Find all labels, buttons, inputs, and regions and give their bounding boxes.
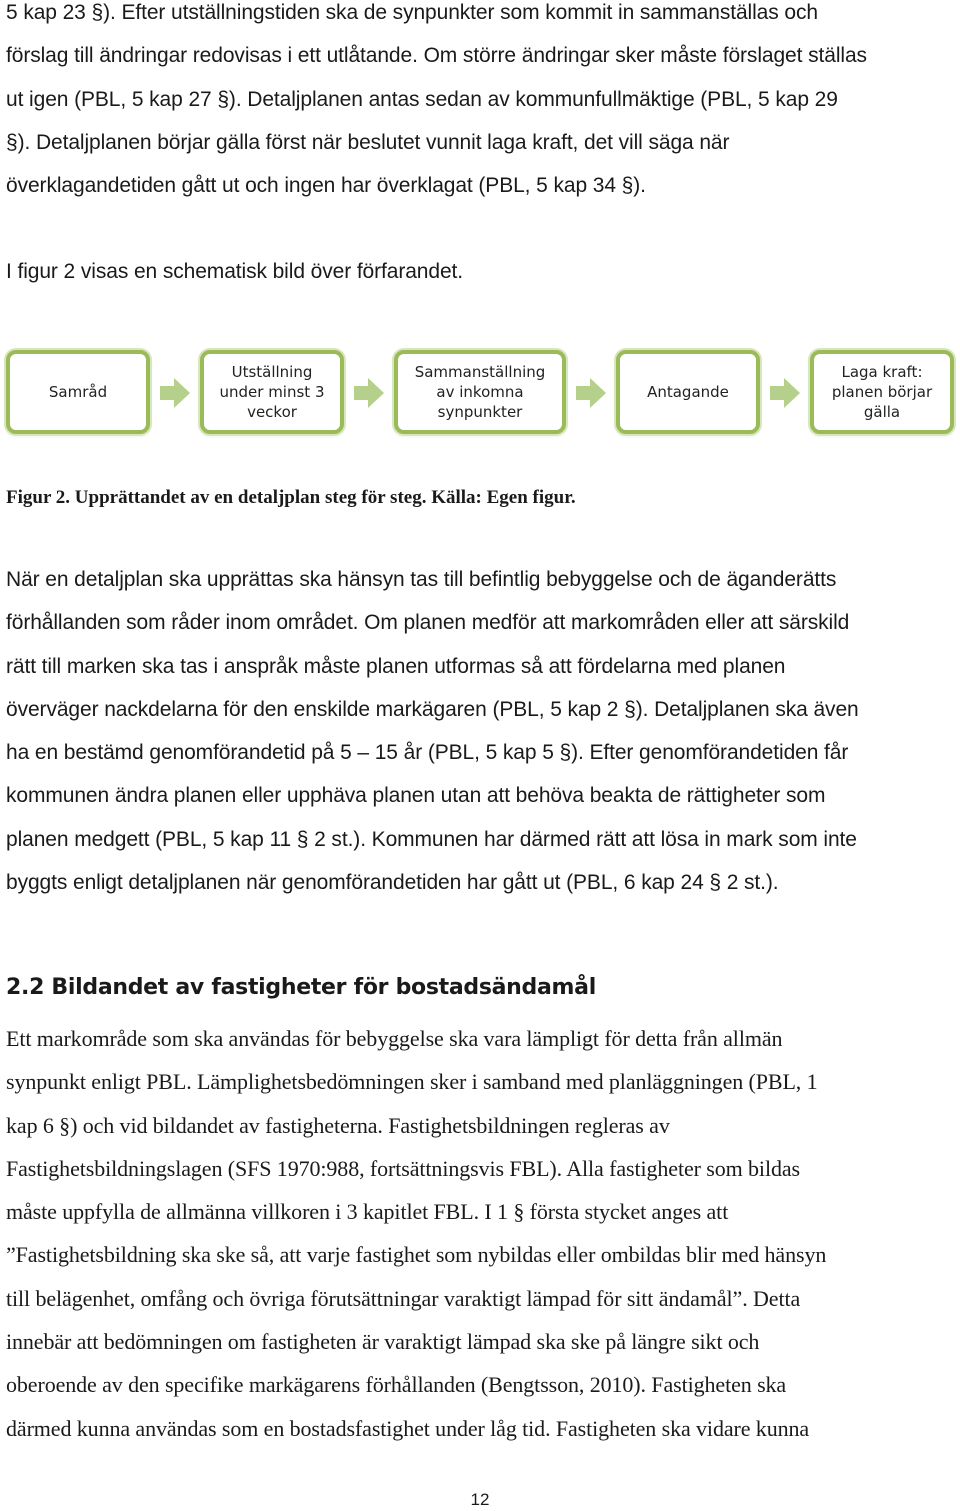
flow-step-label [832,362,932,422]
text-line: byggts enligt detaljplanen när genomförandetiden har gått ut (PBL, 6 kap 24 § 2 st.). [6,871,779,895]
text-line: kommunen ändra planen eller upphäva planen utan att behöva beakta de rättigheter som [6,784,826,808]
text-line: 5 kap 23 §). Efter utställningstiden ska de synpunkter som kommit in sammanställas och [6,1,818,24]
text-line: ha en bestämd genomförandetid på 5 – 15 år (PBL, 5 kap 5 §). Efter genomförandetiden får [6,741,849,765]
flow-step-label-line: Sammanställning [414,363,546,381]
flow-step-label-line: Utställning [231,363,313,381]
text-line: till belägenhet, omfång och övriga förutsättningar varaktigt lämpad för sitt ändamål”. Detta [6,1285,801,1311]
body-paragraph-3 [6,1017,956,1450]
flow-step-label-line: Laga kraft: [841,363,923,381]
text-line: överväger nackdelarna för den enskilde markägaren (PBL, 5 kap 2 §). Detaljplanen ska även [6,697,859,721]
text-line: ”Fastighetsbildning ska ske så, att varje fastighet som nybildas eller ombildas blir med hänsyn [6,1242,827,1268]
flow-step-label-line: gälla [863,403,901,421]
flow-step-sammanstallning [394,350,566,434]
flow-step-label [647,382,729,402]
flow-step-laga-kraft [810,350,954,434]
flow-step-label-line: av inkomna [436,383,524,401]
text-line: oberoende av den specifike markägarens förhållanden (Bengtsson, 2010). Fastigheten ska [6,1372,787,1398]
text-line: planen medgett (PBL, 5 kap 11 § 2 st.). Kommunen har därmed rätt att lösa in mark som inte [6,827,857,851]
flow-step-label-line: planen börjar [831,383,933,401]
body-paragraph-2 [6,558,956,904]
figure-reference-paragraph [6,250,956,293]
text-line: därmed kunna användas som en bostadsfastighet under låg tid. Fastigheten ska vidare kunna [6,1415,810,1441]
section-heading: 2.2 Bildandet av fastigheter för bostadsändamål [6,975,596,1000]
text-line: innebär att bedömningen om fastigheten är varaktigt lämpad ska ske på längre sikt och [6,1329,760,1355]
flow-step-label [415,362,546,422]
text-line: kap 6 §) och vid bildandet av fastigheterna. Fastighetsbildningen regleras av [6,1112,670,1138]
text-line: måste uppfylla de allmänna villkoren i 3 kapitlet FBL. I 1 § första stycket anges att [6,1199,729,1225]
text-line: förhållanden som råder inom området. Om planen medför att markområden eller att särskild [6,611,850,635]
page-number: 12 [470,1490,490,1509]
text-line: rätt till marken ska tas i anspråk måste planen utformas så att fördelarna med planen [6,654,786,678]
process-flow-diagram [0,346,960,438]
flow-step-label [49,382,107,402]
figure-reference-text: I figur 2 visas en schematisk bild över förfarandet. [6,260,464,283]
text-line: ut igen (PBL, 5 kap 27 §). Detaljplanen antas sedan av kommunfullmäktige (PBL, 5 kap 29 [6,87,838,111]
text-line: synpunkt enligt PBL. Lämplighetsbedömningen sker i samband med planläggningen (PBL, 1 [6,1069,818,1095]
flow-step-label-line: Antagande [647,383,729,401]
flow-step-samrad [6,350,150,434]
flow-step-label-line: veckor [247,403,297,421]
text-line: Ett markområde som ska användas för bebyggelse ska vara lämpligt för detta från allmän [6,1026,783,1051]
flow-step-antagande [616,350,760,434]
text-line: När en detaljplan ska upprättas ska hänsyn tas till befintlig bebyggelse och de äganderätts [6,568,837,591]
text-line: Fastighetsbildningslagen (SFS 1970:988, fortsättningsvis FBL). Alla fastigheter som bildas [6,1155,800,1181]
flow-step-label [220,362,325,422]
text-line: överklagandetiden gått ut och ingen har överklagat (PBL, 5 kap 34 §). [6,174,646,198]
flow-step-label-line: under minst 3 [219,383,325,401]
figure-caption: Figur 2. Upprättandet av en detaljplan steg för steg. Källa: Egen figur. [6,487,576,508]
text-line: förslag till ändringar redovisas i ett utlåtande. Om större ändringar sker måste förslaget ställas [6,44,867,68]
flow-step-utstallning [200,350,344,434]
flow-step-label-line: synpunkter [437,403,523,421]
flow-step-label-line: Samråd [48,383,108,401]
text-line: §). Detaljplanen börjar gälla först när beslutet vunnit laga kraft, det vill säga när [6,130,730,154]
intro-paragraph [6,0,956,207]
